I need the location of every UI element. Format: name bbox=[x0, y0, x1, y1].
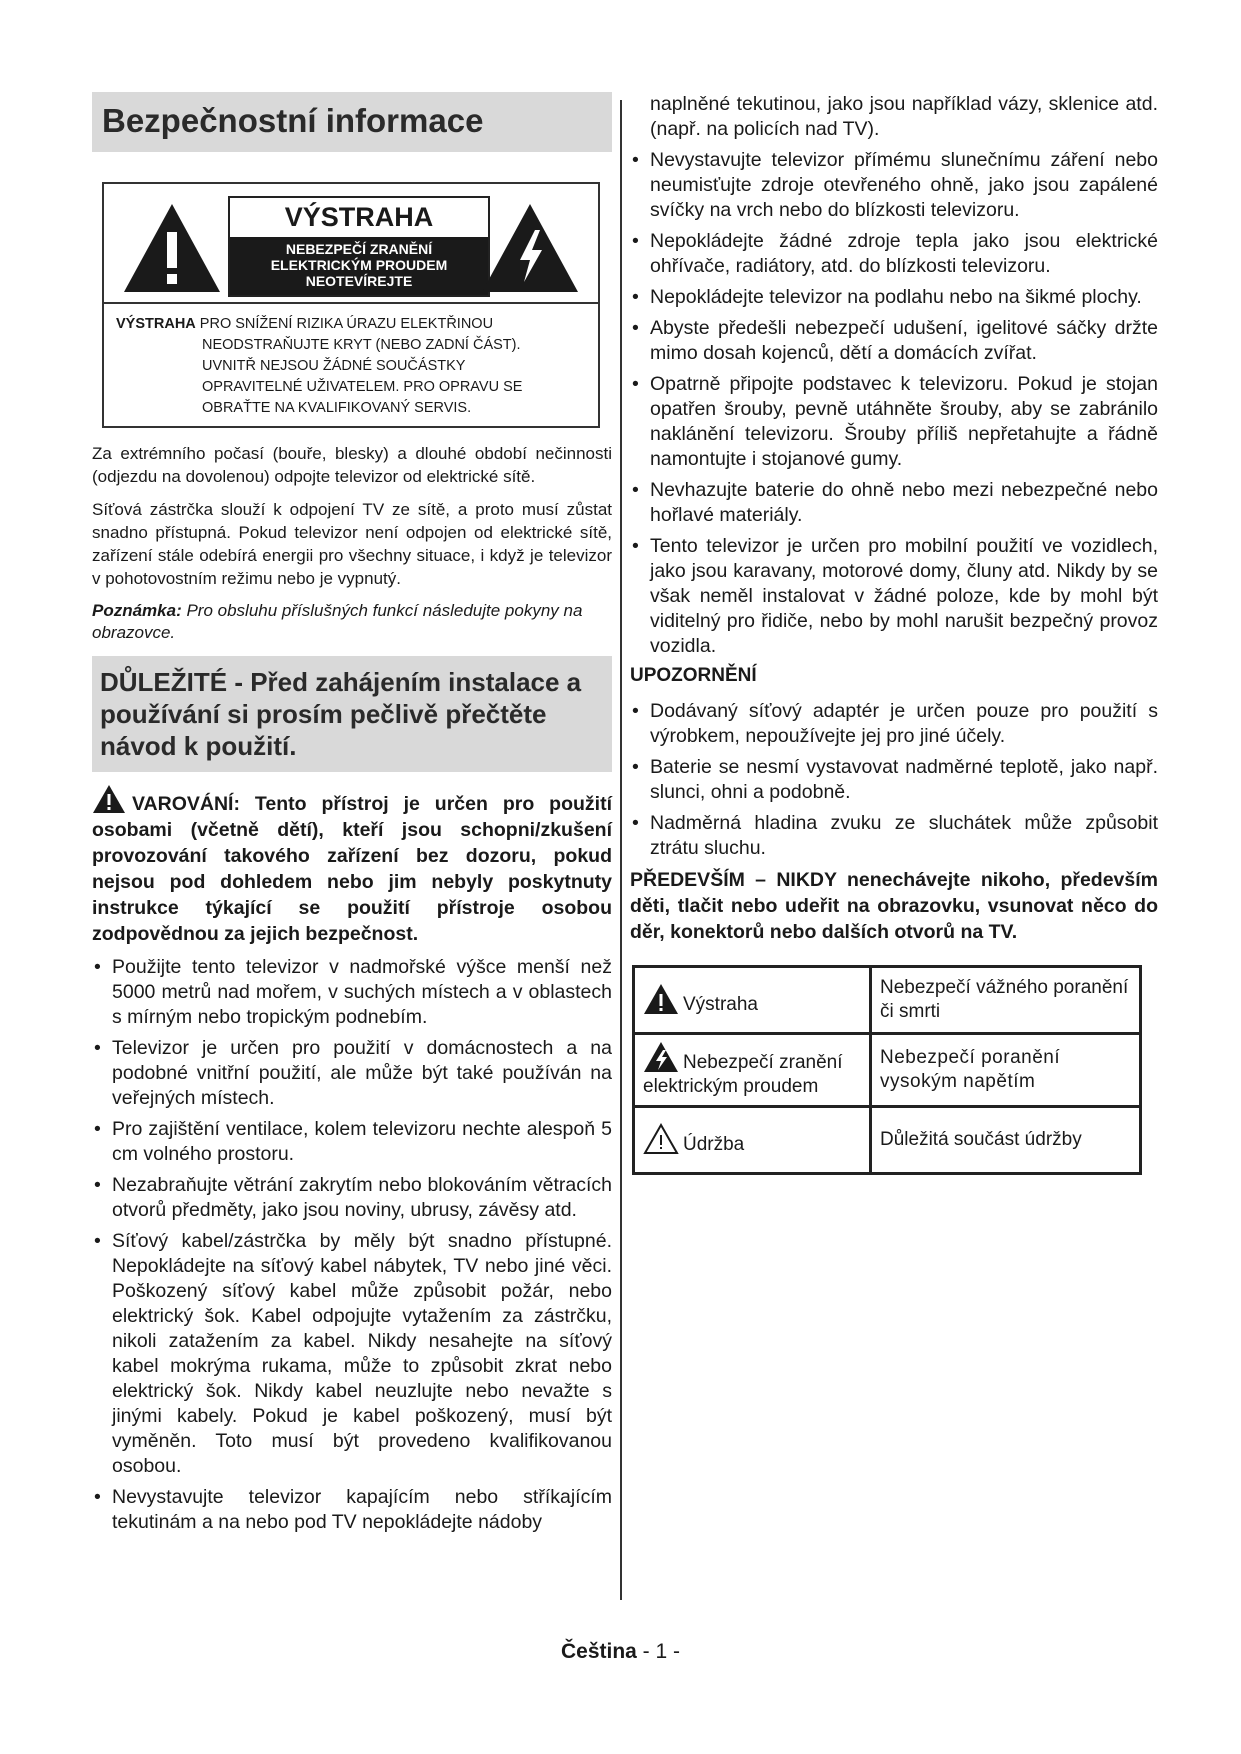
paragraph: Síťová zástrčka slouží k odpojení TV ze sítě, a proto musí zůstat snadno přístupná. Pokud televizor není odpojen od elektrické sítě, zařízení stále odebírá energii pro všechny situace, i když je televizor v pohotovostním režimu nebo je vypnutý. bbox=[92, 500, 612, 588]
never-paragraph: PŘEDEVŠÍM – NIKDY nenechávejte nikoho, především děti, tlačit nebo udeřit na obrazovku, vsunovat něco do děr, konektorů nebo dalších otvorů na TV. bbox=[630, 869, 1158, 943]
list-item: • Síťový kabel/zástrčka by měly být snadno přístupné. Nepokládejte na síťový kabel nábytek, TV nebo jiné věci. Poškozený síťový kabel může způsobit požár, nebo elektrický šok. Kabel odpojujte vytažením za zástrčku, nikoli zatažením za kabel. Nikdy nesahejte na síťový kabel mokrýma rukama, může to způsobit zkrat nebo elektrický šok. Nikdy kabel neuzlujte nebo nevažte s jinými kabely. Pokud je kabel poškozený, musí být vyměněn. Toto musí být provedeno kvalifikovanou osobou. bbox=[92, 1229, 612, 1479]
list-item: • Nadměrná hladina zvuku ze sluchátek může způsobit ztrátu sluchu. bbox=[630, 811, 1158, 861]
warning-label-top bbox=[104, 184, 598, 304]
list-item: • Nepokládejte televizor na podlahu nebo na šikmé plochy. bbox=[630, 285, 1158, 310]
legend-description: Důležitá součást údržby bbox=[871, 1107, 1141, 1174]
table-row bbox=[634, 1034, 1141, 1107]
legend-label: Nebezpečí zranění elektrickým proudem bbox=[643, 1052, 843, 1097]
warning-label-prefix: VÝSTRAHA bbox=[116, 316, 196, 332]
legend-description: Nebezpečí poranění vysokým napětím bbox=[871, 1034, 1141, 1107]
intro-section bbox=[92, 442, 612, 644]
electric-shock-icon bbox=[643, 1041, 679, 1073]
warning-subtitle-line: NEBEZPEČÍ ZRANĚNÍ bbox=[285, 241, 433, 257]
right-bullet-list bbox=[630, 148, 1158, 659]
maintenance-icon bbox=[643, 1123, 679, 1155]
warning-label-box bbox=[102, 182, 600, 428]
warning-subtitle-line: NEOTEVÍREJTE bbox=[305, 273, 413, 289]
note-text: Pro obsluhu příslušných funkcí následujte pokyny na obrazovce. bbox=[92, 601, 583, 642]
list-item: • Opatrně připojte podstavec k televizoru. Pokud je stojan opatřen šrouby, pevně utáhněte šrouby, aby se zabránilo naklánění televizoru. Šrouby příliš nepřetahujte a řádně namontujte i stojanové gumy. bbox=[630, 372, 1158, 472]
note-label: Poznámka: bbox=[92, 601, 182, 620]
warning-paragraph bbox=[92, 784, 612, 947]
legend-description: Nebezpečí vážného poranění či smrti bbox=[871, 967, 1141, 1034]
list-item: • Nezabraňujte větrání zakrytím nebo blokováním větracích otvorů předměty, jako jsou noviny, ubrusy, závěsy atd. bbox=[92, 1173, 612, 1223]
list-item: • Tento televizor je určen pro mobilní použití ve vozidlech, jako jsou karavany, motorové domy, čluny atd. Nikdy by se však neměl instalovat v žádné poloze, kde by mohl být viditelný pro řidiče, nebo by mohl narušit bezpečný provoz vozidla. bbox=[630, 534, 1158, 659]
left-bullet-list bbox=[92, 955, 612, 1535]
warning-label-center bbox=[228, 196, 490, 297]
legend-symbol-cell bbox=[634, 1107, 871, 1174]
footer-language: Čeština bbox=[560, 1640, 637, 1663]
list-item: • Abyste předešli nebezpečí udušení, igelitové sáčky držte mimo dosah kojenců, dětí a domácích zvířat. bbox=[630, 316, 1158, 366]
paragraph: Za extrémního počasí (bouře, blesky) a dlouhé období nečinnosti (odjezdu na dovolenou) odpojte televizor od elektrické sítě. bbox=[92, 444, 612, 486]
table-row bbox=[634, 1107, 1141, 1174]
list-item: • Použijte tento televizor v nadmořské výšce menší než 5000 metrů nad mořem, v suchých místech a v oblastech s mírným nebo tropickým podnebím. bbox=[92, 955, 612, 1030]
warning-icon bbox=[643, 983, 679, 1015]
list-item: • Baterie se nesmí vystavovat nadměrné teplotě, jako např. slunci, ohni a podobně. bbox=[630, 755, 1158, 805]
continued-paragraph: naplněné tekutinou, jako jsou například vázy, sklenice atd. (např. na policích nad TV). bbox=[650, 93, 1158, 140]
list-item: • Nevhazujte baterie do ohně nebo mezi nebezpečné nebo hořlavé materiály. bbox=[630, 478, 1158, 528]
warning-icon bbox=[92, 784, 126, 814]
legend-label: Údržba bbox=[683, 1134, 745, 1155]
left-column bbox=[92, 92, 612, 1541]
symbol-legend-table bbox=[632, 965, 1142, 1175]
caution-bullet-list bbox=[630, 699, 1158, 861]
important-heading: DŮLEŽITÉ - Před zahájením instalace a používání si prosím pečlivě přečtěte návod k použití. bbox=[92, 656, 612, 772]
warning-label-line: PRO SNÍŽENÍ RIZIKA ÚRAZU ELEKTŘINOU bbox=[199, 316, 494, 332]
warning-label-line: UVNITŘ NEJSOU ŽÁDNÉ SOUČÁSTKY bbox=[202, 358, 466, 374]
list-item: • Pro zajištění ventilace, kolem televizoru nechte alespoň 5 cm volného prostoru. bbox=[92, 1117, 612, 1167]
warning-subtitle-line: ELEKTRICKÝM PROUDEM bbox=[270, 257, 448, 273]
warning-label-text bbox=[116, 314, 588, 419]
warning-label-line: OBRAŤTE NA KVALIFIKOVANÝ SERVIS. bbox=[202, 400, 472, 416]
exclamation-triangle-icon bbox=[122, 202, 222, 294]
column-divider bbox=[620, 100, 622, 1600]
page-number: - 1 - bbox=[636, 1640, 681, 1663]
warning-label-title: VÝSTRAHA bbox=[284, 202, 434, 232]
warning-label-line: NEODSTRAŇUJTE KRYT (NEBO ZADNÍ ČÁST). bbox=[202, 337, 521, 353]
list-item: • Nevystavujte televizor kapajícím nebo stříkajícím tekutinám a na nebo pod TV nepokládejte nádoby bbox=[92, 1485, 612, 1535]
legend-label: Výstraha bbox=[683, 994, 758, 1015]
page-footer bbox=[0, 1640, 1241, 1664]
table-row bbox=[634, 967, 1141, 1034]
list-item: • Nevystavujte televizor přímému slunečnímu záření nebo neumisťujte zdroje otevřeného ohně, jako jsou zapálené svíčky na vrch nebo do blízkosti televizoru. bbox=[630, 148, 1158, 223]
list-item: • Dodávaný síťový adaptér je určen pouze pro použití s výrobkem, nepoužívejte jej pro jiné účely. bbox=[630, 699, 1158, 749]
caution-heading: UPOZORNĚNÍ bbox=[630, 665, 757, 686]
warning-label-subtitle bbox=[230, 237, 488, 295]
list-item: • Nepokládejte žádné zdroje tepla jako jsou elektrické ohřívače, radiátory, atd. do blízkosti televizoru. bbox=[630, 229, 1158, 279]
legend-symbol-cell bbox=[634, 1034, 871, 1107]
legend-symbol-cell bbox=[634, 967, 871, 1034]
warning-text: VAROVÁNÍ: Tento přístroj je určen pro použití osobami (včetně dětí), kteří jsou schopni/zkušení provozování takového zařízení bez dozoru, pokud nejsou pod dohledem nebo jim nebyly poskytnuty instrukce týkající se použití přístroje osobou zodpovědnou za jejich bezpečnost. bbox=[92, 793, 612, 945]
right-column bbox=[630, 92, 1158, 1175]
page-title: Bezpečnostní informace bbox=[92, 92, 612, 152]
list-item: • Televizor je určen pro použití v domácnostech a na podobné vnitřní použití, ale může být také používán na veřejných místech. bbox=[92, 1036, 612, 1111]
lightning-triangle-icon bbox=[480, 202, 580, 294]
warning-label-line: OPRAVITELNÉ UŽIVATELEM. PRO OPRAVU SE bbox=[202, 379, 523, 395]
note-paragraph bbox=[92, 600, 612, 644]
